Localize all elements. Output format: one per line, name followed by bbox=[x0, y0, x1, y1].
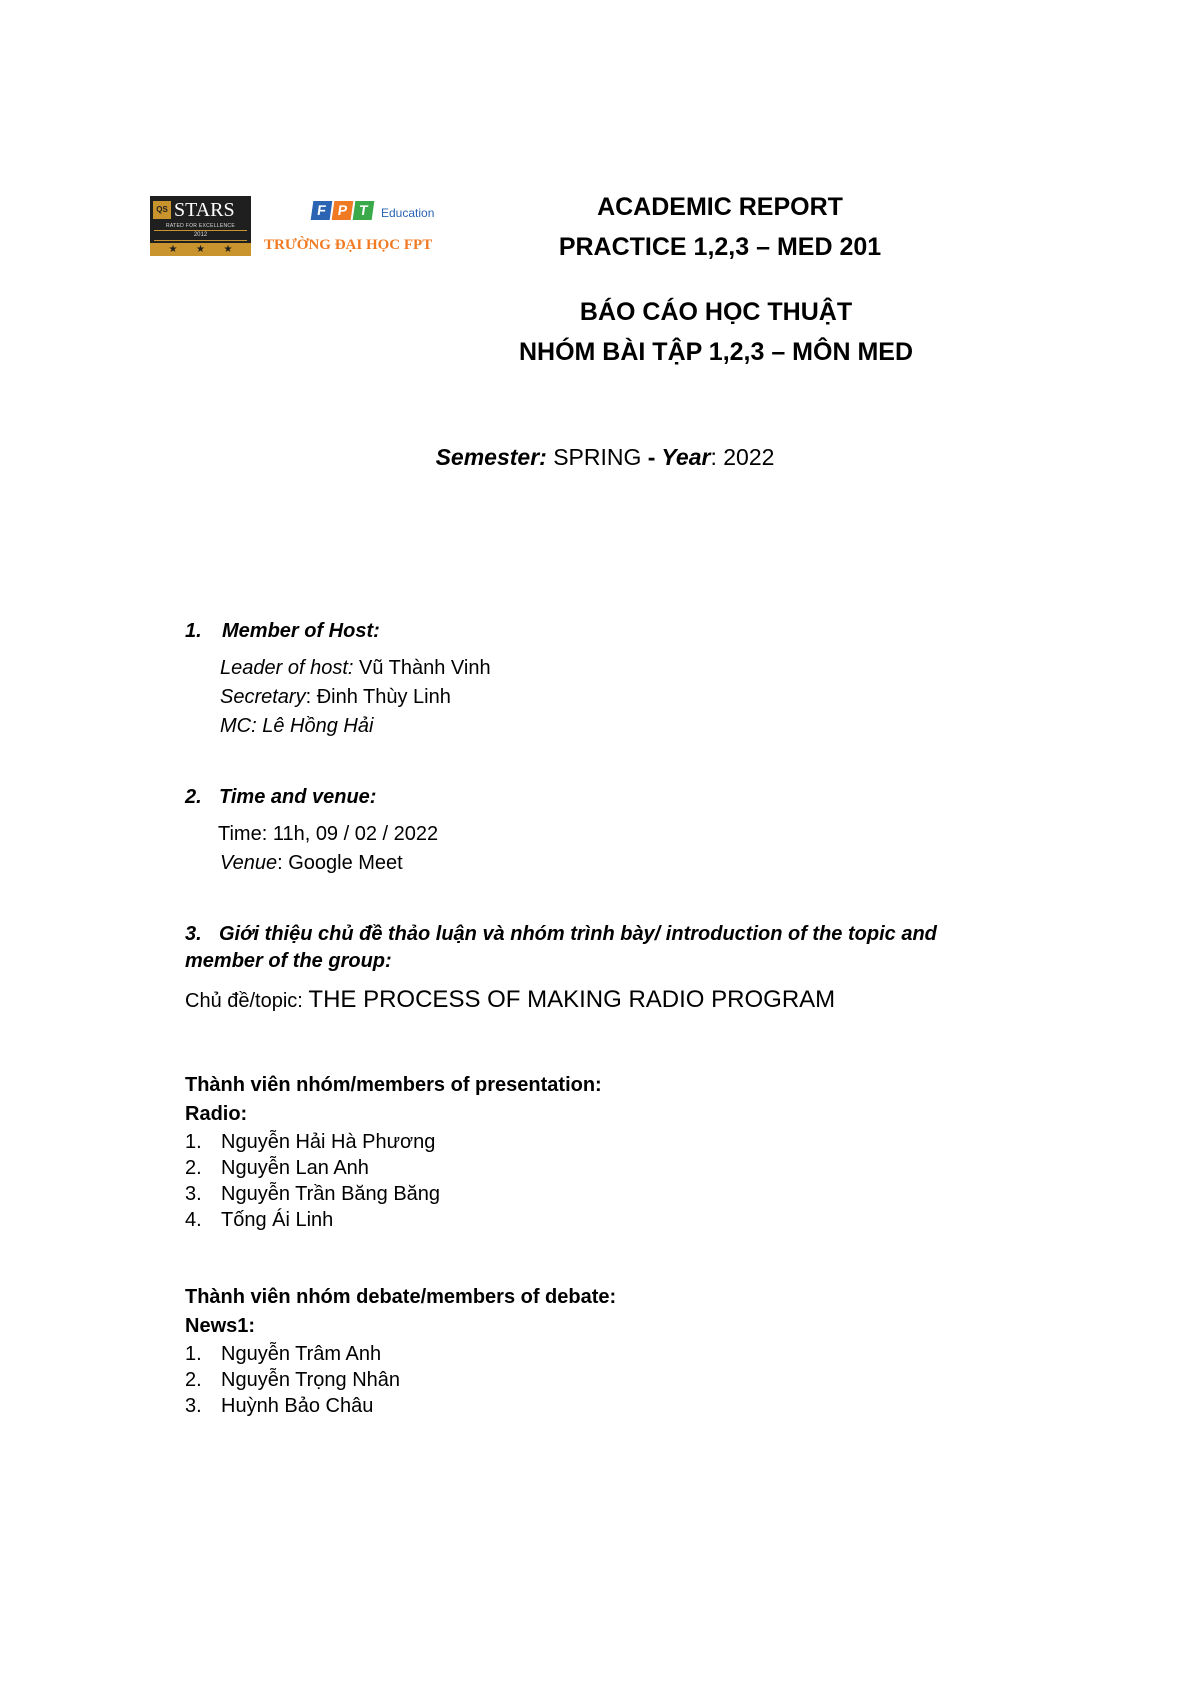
section2-number: 2. bbox=[185, 786, 202, 808]
fpt-logo bbox=[262, 196, 472, 262]
list-item bbox=[185, 1369, 400, 1395]
presentation-group-label: Radio: bbox=[185, 1103, 248, 1125]
semester-line bbox=[305, 444, 905, 471]
star-icon: ★ bbox=[223, 243, 233, 255]
list-item-number: 4. bbox=[185, 1209, 202, 1231]
title-vi-line1: BÁO CÁO HỌC THUẬT bbox=[579, 298, 853, 326]
secretary-value: : Đinh Thùy Linh bbox=[305, 686, 451, 708]
year-label: Year bbox=[655, 444, 711, 470]
stars-logo-subtitle: RATED FOR EXCELLENCE bbox=[166, 223, 235, 229]
list-item-name: Nguyễn Trần Băng Băng bbox=[221, 1183, 441, 1205]
section3-number: 3. bbox=[185, 923, 202, 945]
semester-label: Semester: bbox=[435, 444, 547, 470]
debate-heading: Thành viên nhóm debate/members of debate: bbox=[185, 1286, 617, 1308]
year-value: : 2022 bbox=[710, 444, 775, 470]
list-item bbox=[185, 1343, 400, 1369]
stars-logo bbox=[150, 196, 251, 256]
list-item-number: 3. bbox=[185, 1183, 202, 1205]
list-item-name: Huỳnh Bảo Châu bbox=[221, 1395, 374, 1417]
fpt-letter-f: F bbox=[311, 201, 333, 220]
stars-rating-bar bbox=[150, 243, 251, 256]
list-item bbox=[185, 1183, 440, 1209]
presentation-heading: Thành viên nhóm/members of presentation: bbox=[185, 1074, 602, 1096]
debate-group-label: News1: bbox=[185, 1315, 256, 1337]
time-line: Time: 11h, 09 / 02 / 2022 bbox=[218, 823, 439, 845]
leader-label: Leader of host: bbox=[220, 657, 354, 679]
debate-member-list bbox=[185, 1343, 400, 1421]
list-item-number: 2. bbox=[185, 1157, 202, 1179]
venue-line bbox=[220, 852, 403, 875]
section2-heading bbox=[185, 786, 376, 809]
list-item-number: 3. bbox=[185, 1395, 202, 1417]
host-leader-line bbox=[220, 657, 491, 680]
stars-logo-year: 2012 bbox=[154, 230, 247, 241]
title-en-line2: PRACTICE 1,2,3 – MED 201 bbox=[558, 233, 882, 261]
venue-value: : Google Meet bbox=[277, 852, 403, 874]
list-item-name: Tống Ái Linh bbox=[221, 1209, 334, 1231]
section2-title: Time and venue: bbox=[219, 786, 377, 808]
host-mc-line: MC: Lê Hồng Hải bbox=[220, 715, 374, 737]
section1-heading bbox=[185, 620, 380, 643]
section3-heading-line2: member of the group: bbox=[185, 950, 392, 972]
section1-title: Member of Host: bbox=[222, 620, 380, 642]
list-item bbox=[185, 1131, 440, 1157]
fpt-education-tagline: Education bbox=[381, 206, 435, 220]
host-secretary-line bbox=[220, 686, 451, 709]
semester-separator: - bbox=[647, 444, 656, 470]
list-item bbox=[185, 1209, 440, 1235]
section3-title: Giới thiệu chủ đề thảo luận và nhóm trình bày/ introduction of the topic and bbox=[219, 923, 937, 945]
list-item bbox=[185, 1395, 400, 1421]
fpt-school-name: TRƯỜNG ĐẠI HỌC FPT bbox=[264, 237, 433, 253]
star-icon: ★ bbox=[168, 243, 178, 255]
list-item-number: 1. bbox=[185, 1131, 202, 1153]
list-item-name: Nguyễn Trâm Anh bbox=[221, 1343, 382, 1365]
presentation-member-list bbox=[185, 1131, 440, 1235]
topic-label: Chủ đề/topic: bbox=[185, 990, 309, 1012]
topic-value: THE PROCESS OF MAKING RADIO PROGRAM bbox=[308, 986, 836, 1013]
leader-value: Vũ Thành Vinh bbox=[353, 657, 491, 679]
fpt-letter-p: P bbox=[332, 201, 354, 220]
topic-line bbox=[185, 986, 835, 1014]
section1-number: 1. bbox=[185, 620, 202, 642]
star-icon: ★ bbox=[196, 243, 205, 255]
list-item-name: Nguyễn Lan Anh bbox=[221, 1157, 369, 1179]
list-item-number: 1. bbox=[185, 1343, 202, 1365]
semester-value: SPRING bbox=[546, 444, 648, 470]
qs-badge-icon: QS bbox=[153, 201, 171, 219]
fpt-letter-t: T bbox=[353, 201, 375, 220]
venue-label: Venue bbox=[220, 852, 278, 874]
title-vi-line2: NHÓM BÀI TẬP 1,2,3 – MÔN MED bbox=[518, 338, 914, 366]
secretary-label: Secretary bbox=[220, 686, 306, 708]
title-en-line1: ACADEMIC REPORT bbox=[597, 193, 843, 221]
section3-heading-line1 bbox=[185, 923, 937, 946]
list-item-number: 2. bbox=[185, 1369, 202, 1391]
list-item bbox=[185, 1157, 440, 1183]
list-item-name: Nguyễn Trọng Nhân bbox=[221, 1369, 401, 1391]
stars-logo-word: STARS bbox=[174, 199, 235, 221]
list-item-name: Nguyễn Hải Hà Phương bbox=[221, 1131, 436, 1153]
